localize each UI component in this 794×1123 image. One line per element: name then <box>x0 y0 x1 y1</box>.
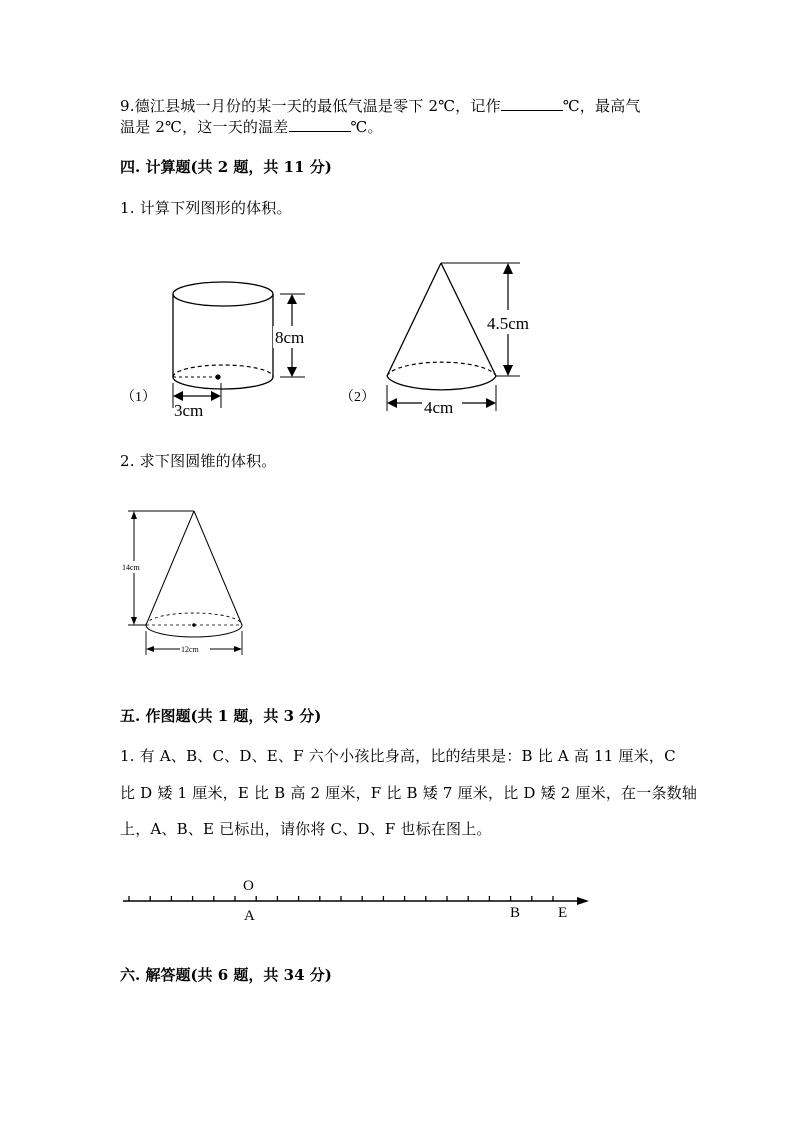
cone1-base-back-dashed <box>387 362 496 376</box>
cone1-height-arrowhead-down <box>503 365 513 376</box>
number-line-ticks <box>129 896 553 901</box>
cylinder-radius-arrowhead-left <box>173 391 183 401</box>
origin-label: O <box>243 878 254 894</box>
cone1-diameter-label: 4cm <box>424 398 454 417</box>
cone2-height-label: 14cm <box>122 563 140 572</box>
cone2-center-dot <box>192 623 196 627</box>
section4-q1-text: 1. 计算下列图形的体积。 <box>120 199 292 217</box>
cone1-left-side <box>387 263 441 376</box>
cone1-diameter-arrowhead-left <box>387 398 397 408</box>
cone2-diameter-label: 12cm <box>181 645 199 654</box>
q9-line2 <box>120 117 383 137</box>
cone2-diameter-arrowhead-left <box>146 646 154 652</box>
number-line-arrowhead <box>577 897 589 905</box>
cone2-right-side <box>194 511 242 625</box>
q9-text-part4: ℃。 <box>350 118 383 136</box>
section5-q1-line3: 上，A、B、E 已标出，请你将 C、D、F 也标在图上。 <box>120 820 492 838</box>
cylinder-height-label: 8cm <box>275 328 305 347</box>
cylinder-height-arrowhead-up <box>287 294 297 304</box>
point-e-label: E <box>558 905 568 921</box>
cone2-height-arrowhead-up <box>131 511 137 519</box>
section6-heading: 六. 解答题(共 6 题，共 34 分) <box>120 966 332 984</box>
cone1-height-label: 4.5cm <box>487 314 530 333</box>
cylinder-height-arrowhead-down <box>287 367 297 377</box>
section4-heading: 四. 计算题(共 2 题，共 11 分) <box>120 158 332 176</box>
cone1-height-arrowhead-up <box>503 263 513 274</box>
cone2-diameter-arrowhead-right <box>234 646 242 652</box>
section5-heading: 五. 作图题(共 1 题，共 3 分) <box>120 707 322 725</box>
q9-answer-blank-1[interactable] <box>501 96 563 111</box>
cylinder-figure <box>115 270 335 425</box>
cylinder-radius-label: 3cm <box>174 401 204 420</box>
cylinder-bottom-front <box>173 377 273 389</box>
section4-q2-text: 2. 求下图圆锥的体积。 <box>120 452 277 470</box>
section5-q1-line1: 1. 有 A、B、C、D、E、F 六个小孩比身高，比的结果是：B 比 A 高 11 厘米，C <box>120 747 676 765</box>
cylinder-bottom-back-dashed <box>173 365 273 377</box>
q9-text-part2: ℃，最高气 <box>562 97 641 115</box>
figure1-label: （1） <box>121 390 156 405</box>
figure2-label: （2） <box>340 390 375 405</box>
cylinder-center-dot <box>215 374 220 379</box>
cylinder-top-ellipse <box>173 282 273 306</box>
point-b-label: B <box>510 905 521 921</box>
section5-q1-line2: 比 D 矮 1 厘米，E 比 B 高 2 厘米，F 比 B 矮 7 厘米，比 D 矮 2 厘米，在一条数轴 <box>120 784 698 802</box>
cone2-left-side <box>146 511 194 625</box>
point-a-label: A <box>244 908 255 924</box>
q9-text-part1: 9.德江县城一月份的某一天的最低气温是零下 2℃，记作 <box>120 97 501 115</box>
cylinder-radius-arrowhead-right <box>211 391 221 401</box>
cone1-base-front <box>387 376 496 390</box>
q9-answer-blank-2[interactable] <box>289 117 351 132</box>
cone-figure-2 <box>118 503 258 663</box>
q9-line1 <box>120 96 641 116</box>
cone1-diameter-arrowhead-right <box>486 398 496 408</box>
cone-figure-1 <box>340 255 555 425</box>
number-line <box>115 872 595 927</box>
q9-text-part3: 温是 2℃，这一天的温差 <box>120 118 289 136</box>
cone2-height-arrowhead-down <box>131 617 137 625</box>
